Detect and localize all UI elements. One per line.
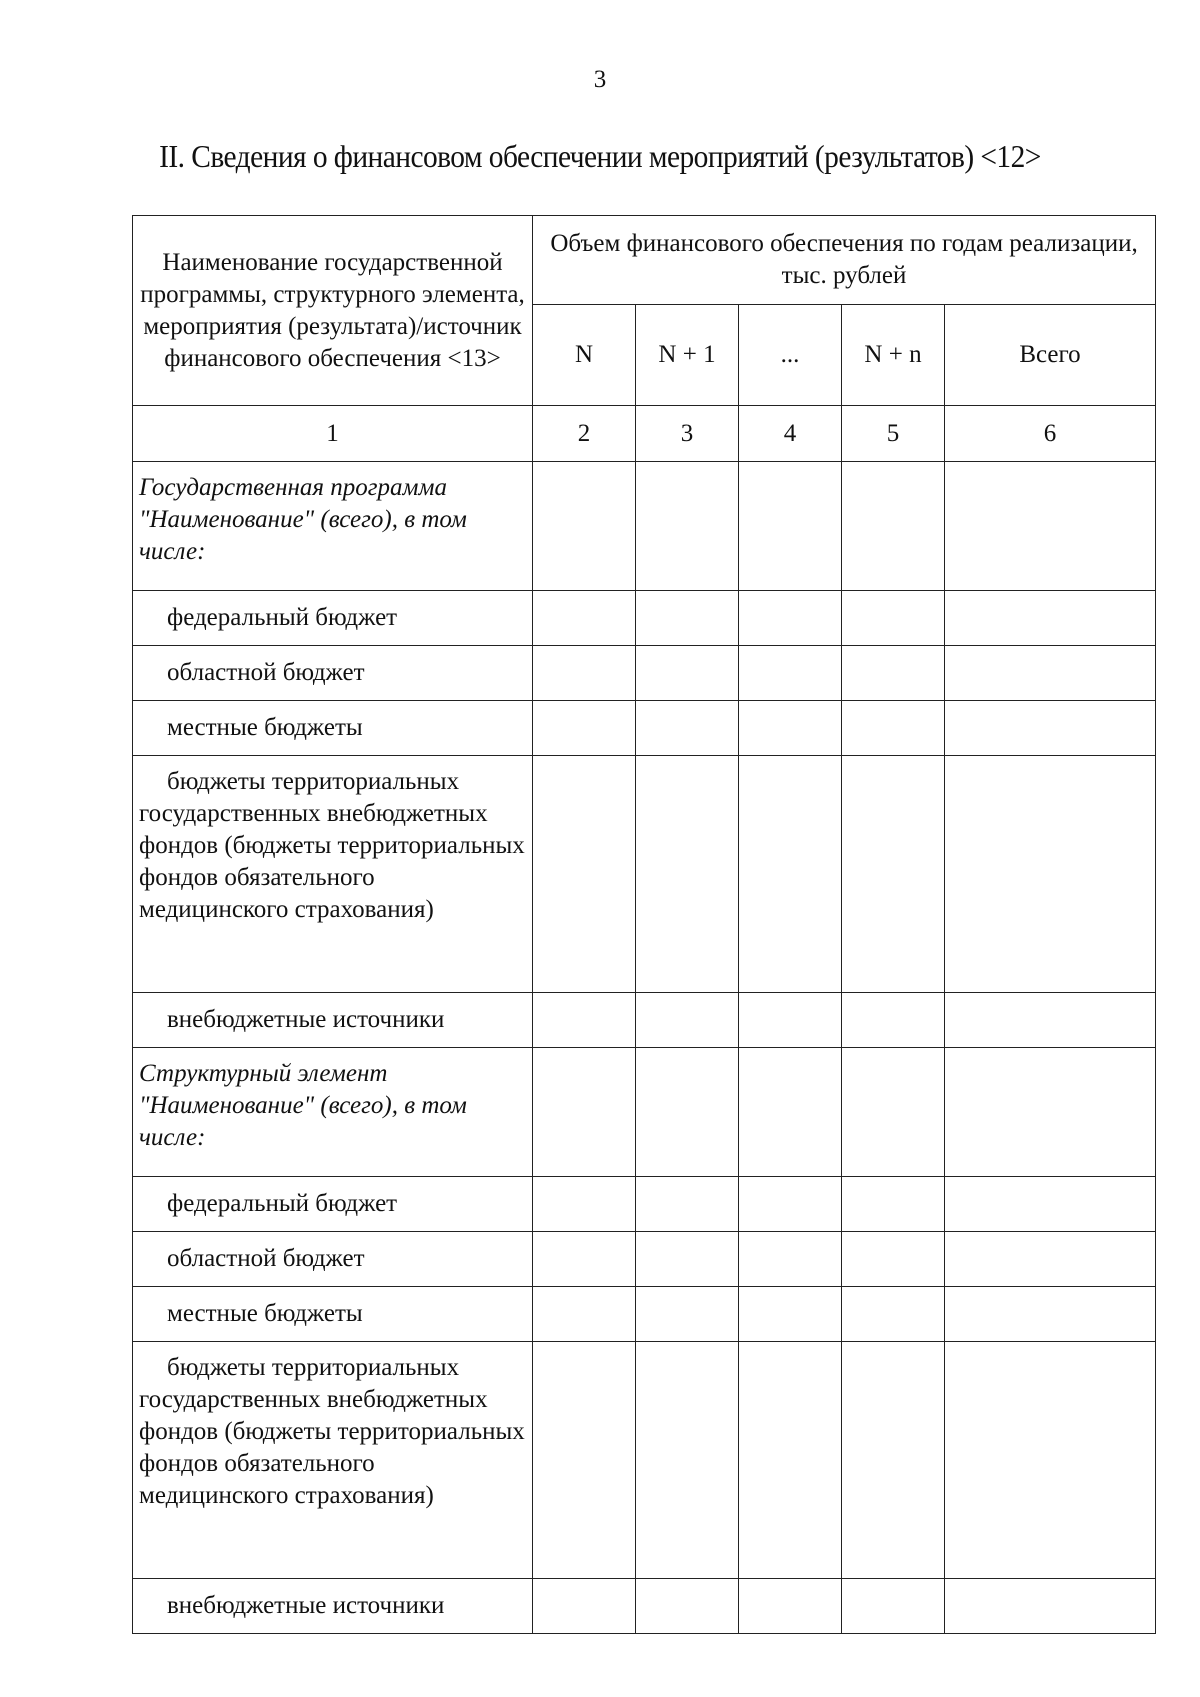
value-cell	[636, 591, 739, 646]
value-cell	[636, 756, 739, 993]
value-cell	[739, 1579, 842, 1634]
value-cell	[945, 756, 1156, 993]
value-cell	[739, 646, 842, 701]
value-cell	[945, 1177, 1156, 1232]
value-cell	[739, 1177, 842, 1232]
value-cell	[533, 462, 636, 591]
column-number: 6	[945, 406, 1156, 462]
value-cell	[945, 993, 1156, 1048]
source-label: бюджеты территориальных государственных внебюджетных фондов (бюджеты территориальных фондов обязательного медицинского страхования)	[133, 1342, 533, 1579]
value-cell	[739, 701, 842, 756]
source-row	[133, 701, 1156, 756]
value-cell	[636, 1342, 739, 1579]
source-label: местные бюджеты	[133, 701, 533, 756]
value-cell	[945, 1232, 1156, 1287]
value-cell	[739, 1048, 842, 1177]
value-cell	[739, 1232, 842, 1287]
source-label: внебюджетные источники	[133, 993, 533, 1048]
value-cell	[533, 591, 636, 646]
header-year-col: N + n	[842, 305, 945, 406]
value-cell	[842, 756, 945, 993]
header-year-col: N	[533, 305, 636, 406]
source-row	[133, 1342, 1156, 1579]
value-cell	[739, 1342, 842, 1579]
value-cell	[636, 1048, 739, 1177]
source-row	[133, 1287, 1156, 1342]
value-cell	[842, 701, 945, 756]
value-cell	[533, 701, 636, 756]
source-row	[133, 993, 1156, 1048]
header-total-col: Всего	[945, 305, 1156, 406]
value-cell	[842, 1287, 945, 1342]
value-cell	[945, 1342, 1156, 1579]
column-number: 4	[739, 406, 842, 462]
value-cell	[842, 591, 945, 646]
column-number: 5	[842, 406, 945, 462]
source-row	[133, 1177, 1156, 1232]
value-cell	[945, 1048, 1156, 1177]
value-cell	[636, 1287, 739, 1342]
source-label: бюджеты территориальных государственных внебюджетных фондов (бюджеты территориальных фондов обязательного медицинского страхования)	[133, 756, 533, 993]
value-cell	[636, 646, 739, 701]
column-number: 2	[533, 406, 636, 462]
value-cell	[636, 462, 739, 591]
value-cell	[842, 1579, 945, 1634]
block-title: Структурный элемент "Наименование" (всего), в том числе:	[133, 1048, 533, 1177]
header-name-column: Наименование государственной программы, структурного элемента, мероприятия (результата)/источник финансового обеспечения <13>	[133, 216, 533, 406]
value-cell	[533, 1048, 636, 1177]
header-year-col: ...	[739, 305, 842, 406]
value-cell	[636, 1177, 739, 1232]
block-title-row	[133, 1048, 1156, 1177]
value-cell	[533, 1342, 636, 1579]
value-cell	[739, 993, 842, 1048]
value-cell	[842, 462, 945, 591]
value-cell	[636, 1579, 739, 1634]
value-cell	[842, 1342, 945, 1579]
value-cell	[842, 1232, 945, 1287]
source-label: федеральный бюджет	[133, 591, 533, 646]
source-row	[133, 1232, 1156, 1287]
source-label: федеральный бюджет	[133, 1177, 533, 1232]
header-volume-group: Объем финансового обеспечения по годам реализации, тыс. рублей	[533, 216, 1156, 305]
column-number: 3	[636, 406, 739, 462]
value-cell	[945, 1287, 1156, 1342]
source-row	[133, 646, 1156, 701]
value-cell	[739, 1287, 842, 1342]
value-cell	[533, 993, 636, 1048]
value-cell	[945, 701, 1156, 756]
value-cell	[533, 756, 636, 993]
block-title-row	[133, 462, 1156, 591]
section-title: II. Сведения о финансовом обеспечении мероприятий (результатов) <12>	[159, 138, 1041, 174]
value-cell	[842, 646, 945, 701]
source-row	[133, 1579, 1156, 1634]
value-cell	[945, 591, 1156, 646]
column-number: 1	[133, 406, 533, 462]
value-cell	[945, 462, 1156, 591]
value-cell	[533, 1579, 636, 1634]
value-cell	[636, 1232, 739, 1287]
value-cell	[636, 993, 739, 1048]
value-cell	[945, 1579, 1156, 1634]
value-cell	[739, 462, 842, 591]
block-title: Государственная программа "Наименование" (всего), в том числе:	[133, 462, 533, 591]
page-number: 3	[593, 66, 607, 93]
source-label: внебюджетные источники	[133, 1579, 533, 1634]
source-label: областной бюджет	[133, 646, 533, 701]
value-cell	[945, 646, 1156, 701]
value-cell	[533, 646, 636, 701]
value-cell	[739, 591, 842, 646]
source-label: местные бюджеты	[133, 1287, 533, 1342]
value-cell	[636, 701, 739, 756]
value-cell	[533, 1287, 636, 1342]
value-cell	[739, 756, 842, 993]
value-cell	[533, 1177, 636, 1232]
source-label: областной бюджет	[133, 1232, 533, 1287]
value-cell	[533, 1232, 636, 1287]
value-cell	[842, 1177, 945, 1232]
source-row	[133, 591, 1156, 646]
header-year-col: N + 1	[636, 305, 739, 406]
financing-table	[132, 215, 1156, 1634]
value-cell	[842, 993, 945, 1048]
source-row	[133, 756, 1156, 993]
value-cell	[842, 1048, 945, 1177]
